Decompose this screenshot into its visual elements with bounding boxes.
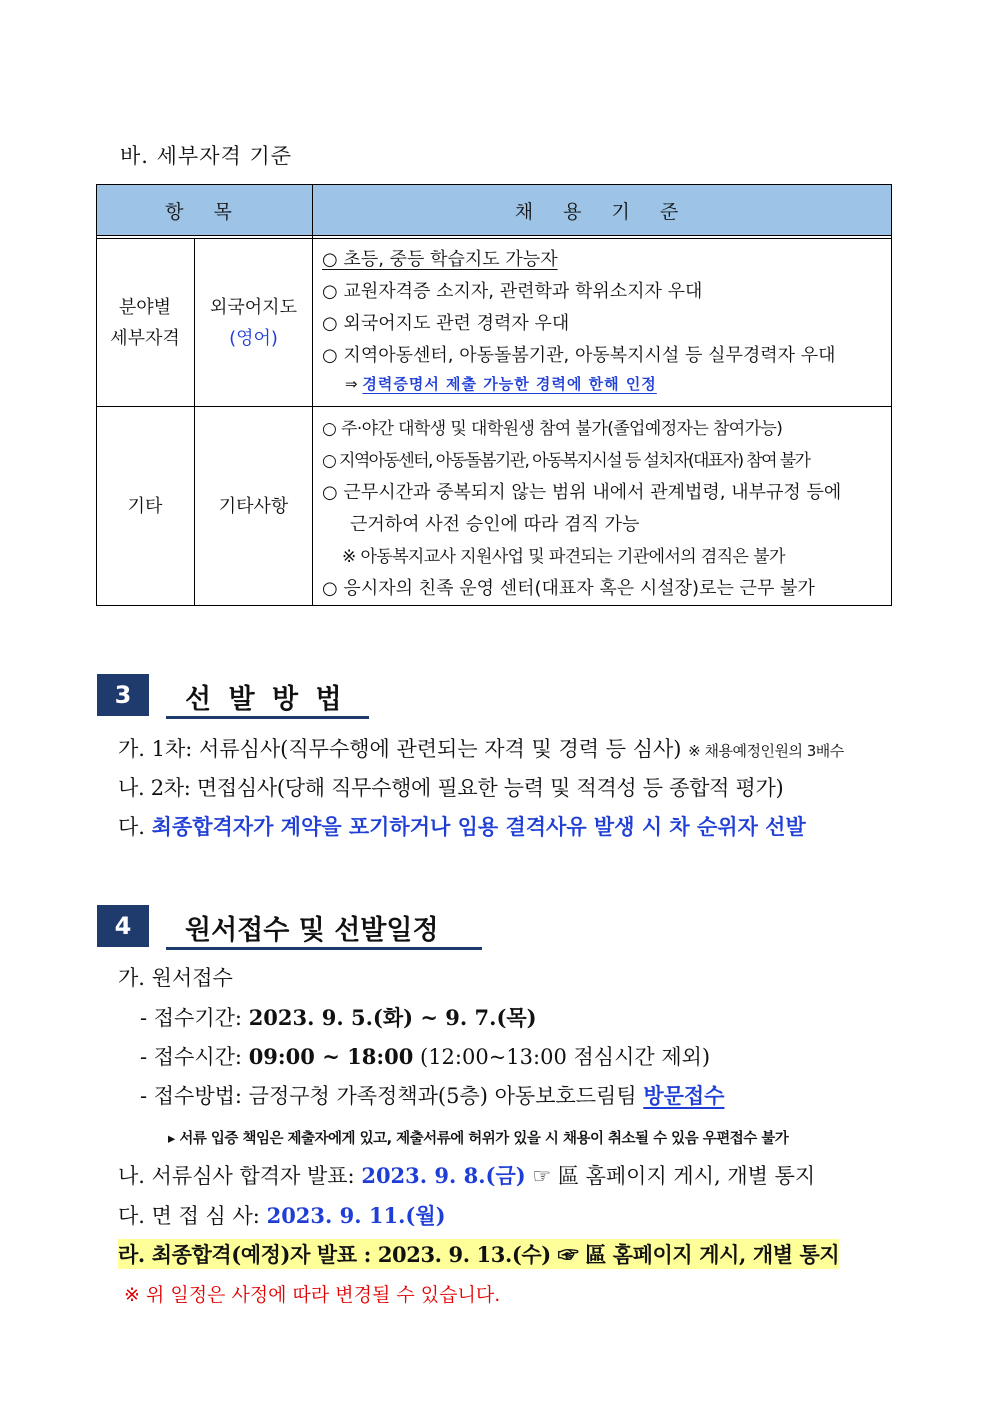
schedule-heading: 가. 원서접수 [118,966,233,990]
category-cell: 기타 [127,495,163,517]
schedule-value: 2023. 9. 5.(화) ~ 9. 7.(목) [248,1005,537,1030]
schedule-value: 09:00 ~ 18:00 [248,1044,414,1069]
criteria-note [345,373,657,394]
criteria-item: ○ 교원자격증 소지자, 관련학과 학위소지자 우대 [322,281,703,302]
category-cell [96,239,194,406]
criteria-table [96,184,892,606]
section-heading: 원서접수 및 선발일정 [185,915,439,946]
criteria-item: ○ 주·야간 대학생 및 대학원생 참여 불가(졸업예정자는 참여가능) [322,419,783,439]
criteria-note-text: 경력증명서 제출 가능한 경력에 한해 인정 [362,375,657,393]
document-result-line [118,1160,815,1190]
section-number-badge: 4 [97,905,149,947]
interview-line [118,1200,446,1230]
schedule-note: (12:00~13:00 점심시간 제외) [420,1045,711,1069]
schedule-label: 나. 서류심사 합격자 발표: [118,1164,355,1188]
method-note [168,1127,788,1148]
selection-step [118,733,844,763]
selection-step-prefix: 다. [118,815,145,839]
header-item: 항 목 [96,184,313,236]
schedule-footnote: ※ 위 일정은 사정에 따라 변경될 수 있습니다. [124,1284,501,1306]
schedule-time [140,1041,710,1071]
field-line-language: (영어) [229,327,278,349]
arrow-icon: ⇒ [345,375,358,393]
selection-step: 나. 2차: 면접심사(당해 직무수행에 필요한 능력 및 적격성 등 종합적 평가) [118,776,784,800]
final-result-line: 라. 최종합격(예정)자 발표 : 2023. 9. 13.(수) ☞ 區 홈페이지 게시, 개별 통지 [118,1239,839,1269]
schedule-label: - 접수기간: [140,1006,242,1030]
schedule-period [140,1002,537,1032]
section-number-badge: 3 [97,674,149,716]
category-line: 세부자격 [110,327,180,349]
header-criteria: 채 용 기 준 [313,184,892,236]
field-cell [195,239,312,406]
schedule-date: 2023. 9. 8.(금) [361,1163,526,1188]
selection-step [118,811,806,841]
schedule-label: - 접수방법: 금정구청 가족정책과(5층) 아동보호드림팀 [140,1084,637,1108]
criteria-item: ※ 아동복지교사 지원사업 및 파견되는 기관에서의 겸직은 불가 [342,547,785,567]
schedule-label: 다. 면 접 심 사: [118,1204,260,1228]
section-heading: 선 발 방 법 [185,684,346,715]
field-line: 외국어지도 [210,296,297,318]
criteria-item: ○ 외국어지도 관련 경력자 우대 [322,313,570,334]
selection-step-note: ※ 채용예정인원의 3배수 [688,742,844,760]
field-cell: 기타사항 [218,495,289,517]
schedule-method [140,1080,724,1110]
method-note-text: ▸ 서류 입증 책임은 제출자에게 있고, 제출서류에 허위가 있을 시 채용이 취소될 수 있음 [168,1131,699,1147]
criteria-item: ○ 근무시간과 중복되지 않는 범위 내에서 관계법령, 내부규정 등에 [322,482,842,503]
criteria-item: 근거하여 사전 승인에 따라 겸직 가능 [350,514,640,535]
selection-step-text: 최종합격자가 계약을 포기하거나 임용 결격사유 발생 시 차 순위자 선발 [151,814,806,839]
schedule-rest: ☞ 區 홈페이지 게시, 개별 통지 [532,1164,816,1188]
section-underline [166,947,482,950]
section-title: 바. 세부자격 기준 [120,144,293,168]
schedule-date: 2023. 9. 11.(월) [266,1203,446,1228]
schedule-value: 방문접수 [643,1083,725,1108]
method-note-bold: 우편접수 불가 [702,1131,789,1147]
criteria-item: ○ 응시자의 친족 운영 센터(대표자 혹은 시설장)로는 근무 불가 [322,578,815,599]
section-underline [166,716,369,719]
schedule-label: - 접수시간: [140,1045,242,1069]
criteria-item: ○ 지역아동센터, 아동돌봄기관, 아동복지시설 등 설치자(대표자) 참여 불가 [322,451,810,471]
criteria-item: ○ 초등, 중등 학습지도 가능자 [322,249,558,270]
category-line: 분야별 [118,296,172,318]
selection-step-text: 가. 1차: 서류심사(직무수행에 관련되는 자격 및 경력 등 심사) [118,737,682,761]
criteria-item: ○ 지역아동센터, 아동돌봄기관, 아동복지시설 등 실무경력자 우대 [322,345,836,366]
